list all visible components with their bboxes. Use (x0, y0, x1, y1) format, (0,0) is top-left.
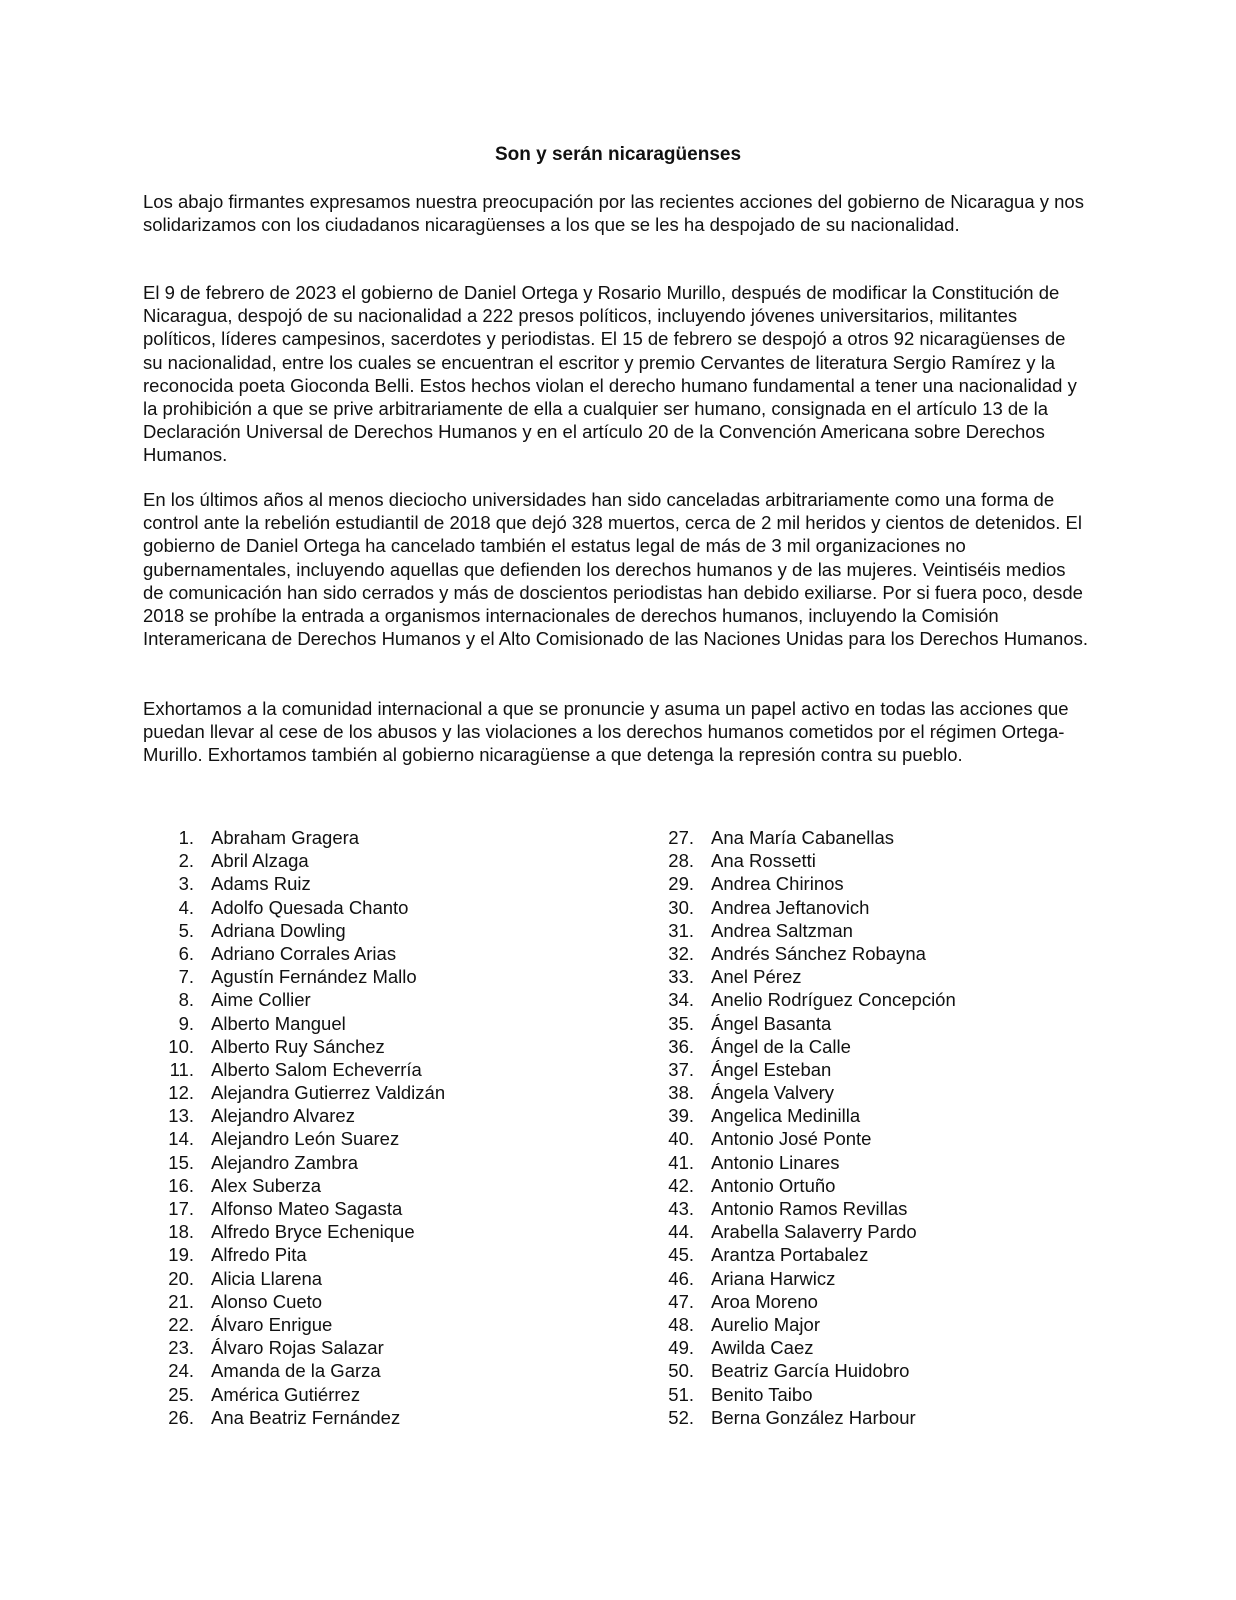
signatory-name: Alberto Salom Echeverría (211, 1058, 422, 1080)
signatory-number: 36. (668, 1035, 694, 1057)
signatory-name: Beatriz García Huidobro (711, 1360, 910, 1382)
signatory-name: Angelica Medinilla (711, 1105, 861, 1127)
signatory-number: 27. (668, 827, 694, 848)
signatory-item (150, 1081, 630, 1104)
signatory-name: Alfredo Bryce Echenique (211, 1221, 415, 1243)
signatory-number: 18. (168, 1221, 194, 1243)
signatory-item (650, 1267, 1130, 1290)
signatory-item (150, 942, 630, 965)
signatory-item (150, 1243, 630, 1266)
signatory-item (650, 1243, 1130, 1266)
signatory-number: 46. (668, 1267, 694, 1289)
signatory-name: Arabella Salaverry Pardo (711, 1221, 917, 1243)
signatory-name: Amanda de la Garza (211, 1360, 381, 1382)
signatory-name: Anel Pérez (711, 966, 802, 988)
signatory-number: 7. (178, 966, 194, 988)
signatory-name: Anelio Rodríguez Concepción (711, 989, 956, 1011)
signatory-number: 49. (668, 1337, 694, 1359)
signatory-number: 33. (668, 966, 694, 988)
signatory-number: 9. (178, 1012, 194, 1034)
signatory-name: Ángel Basanta (711, 1012, 832, 1034)
signatory-number: 43. (668, 1198, 694, 1219)
signatory-name: Adriana Dowling (211, 919, 346, 941)
signatory-name: Ángela Valvery (711, 1082, 835, 1104)
signatory-item (650, 826, 1130, 849)
signatory-name: Adolfo Quesada Chanto (211, 896, 409, 918)
signatory-name: Agustín Fernández Mallo (211, 966, 417, 988)
signatory-item (650, 1359, 1130, 1382)
signatory-name: Antonio José Ponte (711, 1128, 872, 1150)
signatory-name: Awilda Caez (711, 1337, 814, 1359)
signatory-number: 47. (668, 1290, 694, 1312)
signatory-number: 8. (178, 989, 194, 1011)
signatory-name: Alonso Cueto (211, 1290, 323, 1312)
signatory-name: Alex Suberza (211, 1174, 322, 1196)
signatory-item (650, 1081, 1130, 1104)
signatory-item (150, 965, 630, 988)
signatory-item (150, 1104, 630, 1127)
signatory-name: Antonio Ortuño (711, 1174, 836, 1196)
signatory-name: Andrea Jeftanovich (711, 896, 870, 918)
signatory-number: 11. (169, 1058, 194, 1080)
signatory-number: 22. (168, 1313, 194, 1335)
signatory-number: 32. (668, 942, 694, 964)
signatory-item (150, 1290, 630, 1313)
signatory-name: Aroa Moreno (711, 1290, 818, 1312)
signatory-name: Adriano Corrales Arias (211, 942, 397, 964)
signatory-number: 38. (668, 1082, 694, 1104)
signatory-item (650, 965, 1130, 988)
signatory-number: 50. (668, 1360, 694, 1382)
signatory-item (150, 1197, 630, 1220)
signatory-name: Antonio Linares (711, 1151, 840, 1173)
signatory-number: 23. (168, 1337, 194, 1359)
signatory-item (650, 1104, 1130, 1127)
signatory-name: Álvaro Enrigue (211, 1313, 333, 1335)
signatory-number: 14. (168, 1128, 194, 1150)
signatory-item (650, 1058, 1130, 1081)
signatory-item (650, 1290, 1130, 1313)
signatory-name: Abraham Gragera (211, 827, 360, 848)
signatory-number: 17. (168, 1198, 194, 1219)
signatory-name: Ana María Cabanellas (711, 827, 895, 848)
signatory-number: 24. (168, 1360, 194, 1382)
signatory-item (150, 1012, 630, 1035)
signatory-number: 3. (178, 873, 194, 895)
signatory-number: 29. (668, 873, 694, 895)
signatory-number: 20. (168, 1267, 194, 1289)
signatory-number: 4. (178, 896, 194, 918)
signatory-name: Alejandra Gutierrez Valdizán (211, 1082, 446, 1104)
signatory-item (650, 1197, 1130, 1220)
signatory-item (150, 872, 630, 895)
signatory-item (650, 988, 1130, 1011)
signatory-number: 37. (668, 1058, 694, 1080)
signatory-item (650, 1313, 1130, 1336)
signatory-number: 13. (168, 1105, 194, 1127)
signatory-name: Abril Alzaga (211, 850, 309, 872)
signatory-name: Alejandro León Suarez (211, 1128, 400, 1150)
signatory-item (150, 1220, 630, 1243)
signatory-item (650, 919, 1130, 942)
signatory-name: Andrés Sánchez Robayna (711, 942, 926, 964)
signatory-number: 10. (168, 1035, 194, 1057)
signatory-number: 51. (668, 1383, 694, 1405)
signatory-name: Alejandro Alvarez (211, 1105, 355, 1127)
signatory-name: Alejandro Zambra (211, 1151, 359, 1173)
paragraph-facts: El 9 de febrero de 2023 el gobierno de Daniel Ortega y Rosario Murillo, después de modificar la Constitución de Nicaragua, despojó de su nacionalidad a 222 presos políticos, incluyendo jóvenes universitarios, militantes políticos, líderes campesinos, sacerdotes y periodistas. El 15 de febrero se despojó a otros 92 nicaragüenses de su nacionalidad, entre los cuales se encuentran el escritor y premio Cervantes de literatura Sergio Ramírez y la reconocida poeta Gioconda Belli. Estos hechos violan el derecho humano fundamental a tener una nacionalidad y la prohibición a que se prive arbitrariamente de ella a cualquier ser humano, consignada en el artículo 13 de la Declaración Universal de Derechos Humanos y en el artículo 20 de la Convención Americana sobre Derechos Humanos. (143, 282, 1077, 466)
signatory-number: 16. (168, 1174, 194, 1196)
signatory-number: 45. (668, 1244, 694, 1266)
signatory-name: Alberto Ruy Sánchez (211, 1035, 385, 1057)
signatory-number: 30. (668, 896, 694, 918)
signatory-item (650, 1012, 1130, 1035)
signatories-column-left (150, 826, 630, 1429)
signatory-number: 5. (178, 919, 194, 941)
signatory-number: 28. (668, 850, 694, 872)
signatory-item (650, 942, 1130, 965)
signatory-item (150, 1406, 630, 1429)
signatory-number: 31. (668, 919, 694, 941)
signatory-item (150, 1174, 630, 1197)
signatory-number: 42. (668, 1174, 694, 1196)
signatory-number: 44. (668, 1221, 694, 1243)
signatory-number: 6. (178, 942, 194, 964)
signatory-name: Benito Taibo (711, 1383, 813, 1405)
signatory-number: 39. (668, 1105, 694, 1127)
signatory-item (650, 1220, 1130, 1243)
signatory-number: 15. (168, 1151, 194, 1173)
signatory-name: Andrea Saltzman (711, 919, 853, 941)
signatory-item (150, 1058, 630, 1081)
signatory-item (150, 1035, 630, 1058)
signatory-name: Ángel de la Calle (711, 1035, 851, 1057)
signatory-name: Alberto Manguel (211, 1012, 346, 1034)
signatories-column-right (650, 826, 1130, 1429)
signatory-item (150, 1127, 630, 1150)
signatory-number: 40. (668, 1128, 694, 1150)
signatory-item (650, 1151, 1130, 1174)
signatory-item (650, 1127, 1130, 1150)
signatory-name: Andrea Chirinos (711, 873, 844, 895)
signatory-number: 26. (168, 1406, 194, 1428)
signatory-name: Alfonso Mateo Sagasta (211, 1198, 403, 1219)
signatory-number: 35. (668, 1012, 694, 1034)
signatory-item (650, 1383, 1130, 1406)
signatory-number: 2. (178, 850, 194, 872)
signatory-name: Alfredo Pita (211, 1244, 307, 1266)
signatory-item (150, 1151, 630, 1174)
signatory-number: 48. (668, 1313, 694, 1335)
signatory-item (650, 849, 1130, 872)
signatory-item (150, 1359, 630, 1382)
signatory-item (650, 896, 1130, 919)
signatory-number: 19. (168, 1244, 194, 1266)
signatory-name: Aime Collier (211, 989, 311, 1011)
signatory-item (150, 988, 630, 1011)
signatory-item (150, 1336, 630, 1359)
signatory-name: Alicia Llarena (211, 1267, 323, 1289)
signatory-name: Aurelio Major (711, 1313, 820, 1335)
signatory-name: Berna González Harbour (711, 1406, 916, 1428)
signatory-number: 1. (178, 827, 194, 848)
signatory-number: 52. (668, 1406, 694, 1428)
signatory-name: Antonio Ramos Revillas (711, 1198, 908, 1219)
signatory-name: Ariana Harwicz (711, 1267, 836, 1289)
signatory-name: Ana Rossetti (711, 850, 816, 872)
document-title: Son y serán nicaragüenses (494, 144, 742, 165)
signatory-item (650, 1035, 1130, 1058)
signatory-item (650, 872, 1130, 895)
signatory-name: Ángel Esteban (711, 1058, 832, 1080)
signatory-name: Álvaro Rojas Salazar (211, 1337, 384, 1359)
signatory-item (650, 1174, 1130, 1197)
signatory-item (150, 896, 630, 919)
signatory-item (650, 1336, 1130, 1359)
signatory-item (150, 849, 630, 872)
signatory-name: Arantza Portabalez (711, 1244, 869, 1266)
signatory-name: Ana Beatriz Fernández (211, 1406, 401, 1428)
signatory-name: Adams Ruiz (211, 873, 311, 895)
signatory-name: América Gutiérrez (211, 1383, 361, 1405)
signatory-number: 41. (668, 1151, 694, 1173)
signatory-item (150, 919, 630, 942)
signatory-item (650, 1406, 1130, 1429)
signatory-number: 21. (168, 1290, 194, 1312)
paragraph-intro: Los abajo firmantes expresamos nuestra preocupación por las recientes acciones del gobierno de Nicaragua y nos solidarizamos con los ciudadanos nicaragüenses a los que se les ha despojado de su nacionalidad. (143, 191, 1084, 236)
signatory-number: 34. (668, 989, 694, 1011)
paragraph-exhortation: Exhortamos a la comunidad internacional a que se pronuncie y asuma un papel activo en todas las acciones que puedan llevar al cese de los abusos y las violaciones a los derechos humanos cometidos por el régimen Ortega-Murillo. Exhortamos también al gobierno nicaragüense a que detenga la represión contra su pueblo. (143, 698, 1069, 766)
signatory-item (150, 1313, 630, 1336)
paragraph-context: En los últimos años al menos dieciocho universidades han sido canceladas arbitrariamente como una forma de control ante la rebelión estudiantil de 2018 que dejó 328 muertos, cerca de 2 mil heridos y cientos de detenidos. El gobierno de Daniel Ortega ha cancelado también el estatus legal de más de 3 mil organizaciones no gubernamentales, incluyendo aquellas que defienden los derechos humanos y de las mujeres. Veintiséis medios de comunicación han sido cerrados y más de doscientos periodistas han debido exiliarse. Por si fuera poco, desde 2018 se prohíbe la entrada a organismos internacionales de derechos humanos, incluyendo la Comisión Interamericana de Derechos Humanos y el Alto Comisionado de las Naciones Unidas para los Derechos Humanos. (143, 489, 1089, 650)
signatory-item (150, 1267, 630, 1290)
signatory-number: 25. (168, 1383, 194, 1405)
signatory-item (150, 1383, 630, 1406)
signatory-item (150, 826, 630, 849)
signatory-number: 12. (168, 1082, 194, 1104)
